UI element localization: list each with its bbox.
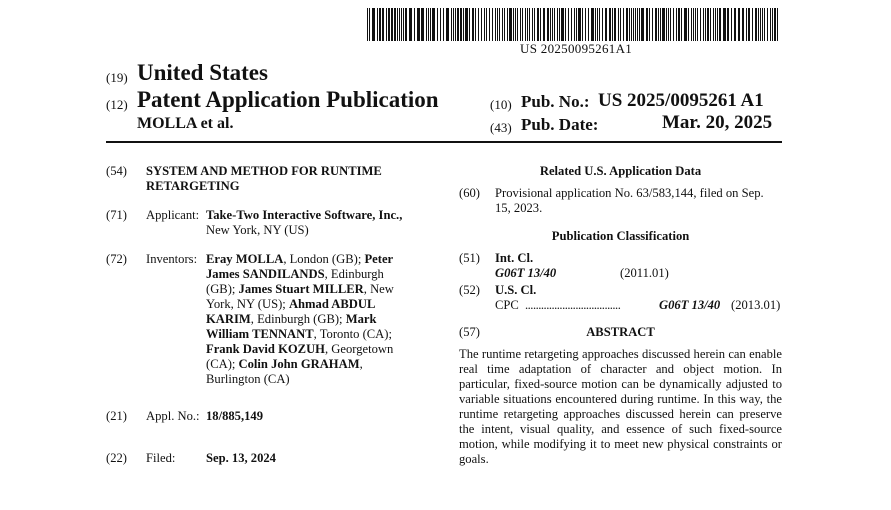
header-divider — [106, 141, 782, 143]
inventor-location: (GB); — [206, 282, 239, 296]
barcode-bar — [710, 8, 711, 41]
barcode-bar — [755, 8, 757, 41]
abstract-title: ABSTRACT — [586, 325, 655, 339]
barcode-bar — [379, 8, 381, 41]
barcode-bar — [554, 8, 555, 41]
applicant-code: (71) — [106, 208, 127, 222]
barcode-bar — [382, 8, 384, 41]
barcode-bar — [758, 8, 759, 41]
barcode-bar — [455, 8, 456, 41]
barcode-bar — [772, 8, 773, 41]
barcode-bar — [738, 8, 740, 41]
inventor-name: Colin John GRAHAM — [238, 357, 360, 371]
barcode-bar — [599, 8, 600, 41]
barcode-bar — [631, 8, 632, 41]
barcode-bar — [421, 8, 424, 41]
barcode-bar — [614, 8, 616, 41]
barcode-bar — [403, 8, 404, 41]
barcode-bar — [576, 8, 577, 41]
cpc-dots: .................................... — [525, 298, 621, 312]
barcode-bar — [681, 8, 682, 41]
barcode-bar — [527, 8, 528, 41]
barcode-bar — [430, 8, 431, 41]
barcode-bar — [770, 8, 771, 41]
barcode-bar — [719, 8, 721, 41]
barcode-bar — [559, 8, 560, 41]
barcode-bar — [469, 8, 470, 41]
provisional-text — [495, 186, 764, 216]
barcode-bar — [532, 8, 533, 41]
barcode-bar — [635, 8, 636, 41]
barcode-bar — [774, 8, 776, 41]
barcode-bar — [609, 8, 611, 41]
barcode-bar — [633, 8, 634, 41]
barcode-bar — [432, 8, 435, 41]
barcode-bar — [693, 8, 694, 41]
inventor-location: , London (GB); — [283, 252, 365, 266]
barcode-bar — [571, 8, 572, 41]
barcode-bar — [668, 8, 669, 41]
inventor-name: KARIM — [206, 312, 251, 326]
barcode-number: US 20250095261A1 — [520, 41, 633, 56]
applicant-value — [206, 208, 402, 238]
inventor-name: James Stuart MILLER — [238, 282, 364, 296]
barcode-bar — [568, 8, 569, 41]
barcode-bar — [440, 8, 441, 41]
type-code: (12) — [106, 97, 128, 112]
barcode-bar — [386, 8, 387, 41]
barcode-bar — [717, 8, 718, 41]
int-cl-code: (51) — [459, 251, 480, 265]
barcode-bar — [507, 8, 508, 41]
inventor-name: Mark — [345, 312, 377, 326]
inventor-location: , Toronto (CA); — [313, 327, 392, 341]
us-cl-code: (52) — [459, 283, 480, 297]
cpc-label: CPC — [495, 298, 519, 312]
barcode-bar — [588, 8, 589, 41]
barcode-bar — [707, 8, 709, 41]
barcode-bar — [700, 8, 701, 41]
barcode-bar — [561, 8, 564, 41]
barcode-bar — [605, 8, 607, 41]
cpc-class: G06T 13/40 — [659, 298, 721, 312]
barcode-bar — [552, 8, 553, 41]
invention-title — [146, 164, 382, 194]
applicant-name: Take-Two Interactive Software, Inc., — [206, 208, 403, 222]
inventor-name: Frank David KOZUH — [206, 342, 325, 356]
barcode-bar — [426, 8, 427, 41]
barcode-bar — [752, 8, 753, 41]
barcode-bar — [655, 8, 657, 41]
barcode-bar — [495, 8, 496, 41]
barcode-bar — [443, 8, 444, 41]
barcode-bar — [676, 8, 677, 41]
barcode-bar — [658, 8, 659, 41]
barcode-bar — [652, 8, 653, 41]
barcode-bar — [401, 8, 402, 41]
barcode-bar — [369, 8, 370, 41]
barcode-bar — [629, 8, 630, 41]
barcode-bar — [691, 8, 692, 41]
barcode-bar — [746, 8, 747, 41]
barcode-bar — [585, 8, 586, 41]
barcode-bar — [534, 8, 535, 41]
barcode-bar — [574, 8, 575, 41]
country-code: (19) — [106, 70, 128, 85]
pub-date-label: Pub. Date: — [521, 115, 599, 134]
barcode-bar — [537, 8, 539, 41]
barcode-bar — [697, 8, 698, 41]
inventors-list — [206, 252, 416, 387]
barcode-bar — [582, 8, 583, 41]
barcode-bar — [394, 8, 396, 41]
barcode-bar — [417, 8, 420, 41]
barcode-bar — [475, 8, 476, 41]
barcode-bar — [513, 8, 514, 41]
barcode-bar — [550, 8, 551, 41]
barcode-bar — [595, 8, 596, 41]
barcode-bar — [673, 8, 674, 41]
barcode-bar — [453, 8, 454, 41]
barcode-bar — [715, 8, 716, 41]
inventor-name: James SANDILANDS — [206, 267, 325, 281]
barcode-bar — [557, 8, 558, 41]
barcode-bar — [626, 8, 628, 41]
int-cl-year: (2011.01) — [620, 266, 669, 280]
barcode-bar — [637, 8, 638, 41]
barcode-bar — [520, 8, 521, 41]
barcode-bar — [597, 8, 598, 41]
barcode-bar — [446, 8, 449, 41]
barcode-bar — [472, 8, 474, 41]
pub-no-label: Pub. No.: — [521, 92, 590, 111]
barcode-bar — [547, 8, 549, 41]
barcode-bar — [612, 8, 613, 41]
invention-title-line2: RETARGETING — [146, 179, 240, 193]
filed-code: (22) — [106, 451, 127, 465]
inventor-separator: , — [359, 357, 363, 371]
barcode-bar — [437, 8, 438, 41]
barcode-bar — [509, 8, 512, 41]
barcode-bar — [695, 8, 696, 41]
barcode-bar — [399, 8, 400, 41]
filed-value: Sep. 13, 2024 — [206, 451, 276, 465]
barcode-bar — [367, 8, 368, 41]
barcode-bar — [484, 8, 485, 41]
abstract-text: The runtime retargeting approaches discussed herein can enable real time adaptation of character and object motion. In particular, fixed-source motion can be dynamically adjusted to variable situations encountered during runtime. In this way, the runtime retargeting approaches discussed herein can preserve the intent, visual quality, and essence of such fixed-source motion, while modifying it to meet new physical constraints or goals. — [459, 347, 782, 466]
barcode-bar — [703, 8, 704, 41]
inventor-location: , Edinburgh (GB); — [250, 312, 346, 326]
barcode-bar — [748, 8, 750, 41]
barcode-bar — [705, 8, 706, 41]
barcode-bar — [734, 8, 736, 41]
barcode-bar — [684, 8, 687, 41]
barcode-bar — [409, 8, 412, 41]
inventor-location: York, NY (US); — [206, 297, 289, 311]
barcode-bar — [414, 8, 415, 41]
barcode-bar — [666, 8, 667, 41]
barcode-bar — [372, 8, 375, 41]
barcode-bar — [678, 8, 680, 41]
barcode-bar — [602, 8, 603, 41]
invention-title-line1: SYSTEM AND METHOD FOR RUNTIME — [146, 164, 382, 178]
barcode-bar — [670, 8, 671, 41]
filed-label: Filed: — [146, 451, 176, 465]
barcode-bar — [764, 8, 765, 41]
barcode-bar — [504, 8, 505, 41]
provisional-line2: 15, 2023. — [495, 201, 543, 215]
barcode-bar — [457, 8, 459, 41]
publication-type: Patent Application Publication — [137, 87, 439, 112]
barcode-bar — [397, 8, 398, 41]
barcode-bar — [723, 8, 726, 41]
barcode-bar — [428, 8, 429, 41]
country-name: United States — [137, 60, 268, 85]
us-cl-label: U.S. Cl. — [495, 283, 537, 297]
barcode-bar — [377, 8, 378, 41]
barcode-bar — [623, 8, 624, 41]
applicant-label: Applicant: — [146, 208, 200, 222]
barcode-bar — [525, 8, 526, 41]
barcode-bar — [451, 8, 452, 41]
barcode-bar — [502, 8, 503, 41]
barcode-bar — [405, 8, 407, 41]
inventors-label: Inventors: — [146, 252, 198, 266]
barcode-bar — [388, 8, 390, 41]
barcode-bar — [515, 8, 516, 41]
barcode-bar — [641, 8, 644, 41]
pub-no-code: (10) — [490, 97, 512, 112]
barcode-bar — [727, 8, 729, 41]
pub-date-code: (43) — [490, 120, 512, 135]
barcode-bar — [497, 8, 498, 41]
inventor-name: Eray MOLLA — [206, 252, 284, 266]
barcode-bar — [639, 8, 640, 41]
inventor-location: , Georgetown — [324, 342, 394, 356]
barcode-bar — [660, 8, 661, 41]
barcode-bar — [649, 8, 650, 41]
inventor-location: , New — [363, 282, 394, 296]
barcode-bar — [731, 8, 732, 41]
barcode-bar — [620, 8, 621, 41]
barcode-bar — [529, 8, 530, 41]
title-code: (54) — [106, 164, 127, 178]
provisional-line1: Provisional application No. 63/583,144, filed on Sep. — [495, 186, 764, 200]
inventor-location: (CA); — [206, 357, 239, 371]
applicant-location: New York, NY (US) — [206, 223, 309, 237]
barcode-bar — [591, 8, 594, 41]
barcode-bar — [499, 8, 500, 41]
inventors-code: (72) — [106, 252, 127, 266]
barcode-bar — [460, 8, 462, 41]
barcode-bar — [760, 8, 761, 41]
related-data-title: Related U.S. Application Data — [539, 164, 702, 178]
barcode-bar — [465, 8, 468, 41]
barcode-bar — [522, 8, 523, 41]
barcode-bar — [713, 8, 714, 41]
barcode-bar — [565, 8, 566, 41]
int-cl-class: G06T 13/40 — [495, 266, 557, 280]
inventor-location: , Edinburgh — [324, 267, 384, 281]
inventor-name: Ahmad ABDUL — [288, 297, 376, 311]
barcode-bar — [662, 8, 665, 41]
inventor-name: William TENNANT — [206, 327, 314, 341]
pub-no: US 2025/0095261 A1 — [598, 90, 764, 111]
barcode-bar — [578, 8, 581, 41]
barcode-bar — [767, 8, 768, 41]
barcode-bar — [762, 8, 763, 41]
classification-title: Publication Classification — [551, 229, 690, 243]
barcode-bar — [391, 8, 393, 41]
barcode-bar — [646, 8, 648, 41]
barcode — [367, 8, 782, 41]
barcode-bar — [742, 8, 744, 41]
barcode-bar — [777, 8, 778, 41]
barcode-bar — [463, 8, 464, 41]
abstract-code: (57) — [459, 325, 480, 339]
appl-no-value: 18/885,149 — [206, 409, 264, 423]
appl-no-label: Appl. No.: — [146, 409, 200, 423]
pub-date: Mar. 20, 2025 — [662, 112, 773, 133]
provisional-code: (60) — [459, 186, 480, 200]
cpc-year: (2013.01) — [731, 298, 781, 312]
barcode-bar — [540, 8, 541, 41]
barcode-bar — [489, 8, 490, 41]
authors: MOLLA et al. — [137, 115, 234, 132]
inventor-location: Burlington (CA) — [206, 372, 290, 386]
int-cl-label: Int. Cl. — [495, 251, 534, 265]
barcode-bar — [618, 8, 619, 41]
barcode-bar — [688, 8, 689, 41]
barcode-bar — [492, 8, 493, 41]
barcode-bar — [486, 8, 487, 41]
appl-no-code: (21) — [106, 409, 127, 423]
inventor-name: Peter — [364, 252, 394, 266]
barcode-bar — [543, 8, 545, 41]
barcode-bar — [517, 8, 518, 41]
barcode-bar — [481, 8, 482, 41]
barcode-bar — [478, 8, 479, 41]
